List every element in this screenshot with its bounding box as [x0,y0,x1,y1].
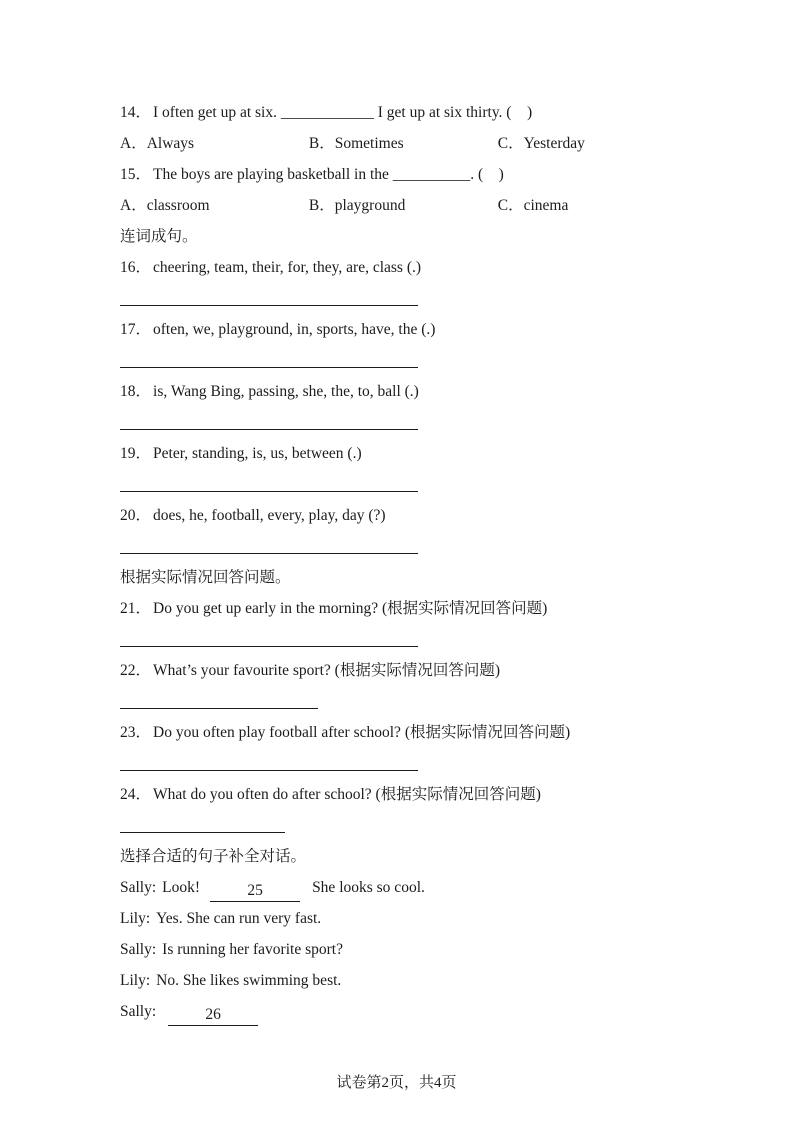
option-letter: C． [497,197,524,214]
dialogue-text: Is running her favorite sport? [162,941,343,958]
question-24 [120,779,680,810]
answer-line [120,646,418,647]
question-15-text: The boys are playing basketball in the __________. ( ) [153,166,504,183]
question-16-number: 16． [120,259,152,276]
question-18-answer-blank [120,407,680,438]
dialogue-line-lily-2 [120,965,680,996]
option-label: cinema [523,197,569,214]
option-label: playground [334,197,406,214]
exam-page-content [120,97,680,1027]
dialogue-text: Yes. She can run very fast. [156,910,322,927]
answer-line [120,367,418,368]
question-24-text: What do you often do after school? (根据实际情况回答问题) [153,786,541,803]
option-letter: B． [308,197,335,214]
section-header-dialogue: 选择合适的句子补全对话。 [120,848,307,865]
question-22 [120,655,680,686]
question-24-number: 24． [120,786,152,803]
question-16 [120,252,680,283]
option-letter: B． [308,135,335,152]
option-label: Always [146,135,195,152]
question-17-text: often, we, playground, in, sports, have, the (.) [153,321,436,338]
question-15-option-a [120,190,305,221]
option-label: classroom [146,197,210,214]
question-15-option-c [498,190,683,221]
question-14-number: 14． [120,104,152,121]
question-21-text: Do you get up early in the morning? (根据实际情况回答问题) [153,600,548,617]
question-22-answer-blank [120,686,680,717]
question-20-text: does, he, football, every, play, day (?) [153,507,386,524]
question-18-number: 18． [120,383,152,400]
question-17 [120,314,680,345]
option-label: Yesterday [523,135,585,152]
option-letter: A． [120,197,147,214]
question-19-text: Peter, standing, is, us, between (.) [153,445,362,462]
speaker-label: Lily: [120,910,151,927]
question-15-number: 15． [120,166,152,183]
question-14 [120,97,680,128]
dialogue-line-lily-1 [120,903,680,934]
question-14-options [120,128,680,159]
question-19 [120,438,680,469]
question-17-number: 17． [120,321,152,338]
question-21-answer-blank [120,624,680,655]
question-21-number: 21． [120,600,152,617]
answer-line [120,553,418,554]
option-label: Sometimes [334,135,404,152]
question-14-option-a [120,128,305,159]
question-16-text: cheering, team, their, for, they, are, class (.) [153,259,422,276]
question-24-answer-blank [120,810,680,841]
question-17-answer-blank [120,345,680,376]
dialogue-line-sally-3 [120,996,680,1027]
question-19-number: 19． [120,445,152,462]
answer-line [120,491,418,492]
question-23-text: Do you often play football after school? (根据实际情况回答问题) [153,724,571,741]
section-header-rearrange: 连词成句。 [120,228,198,245]
dialogue-blank-26: 26 [168,1003,258,1026]
question-15 [120,159,680,190]
option-letter: A． [120,135,147,152]
question-21 [120,593,680,624]
speaker-label: Sally: [120,879,157,896]
answer-line [120,429,418,430]
speaker-label: Sally: [120,1003,157,1020]
speaker-label: Lily: [120,972,151,989]
question-22-number: 22． [120,662,152,679]
question-20-number: 20． [120,507,152,524]
question-15-option-b [309,190,494,221]
page-footer: 试卷第2页，共4页 [336,1075,457,1091]
question-23-number: 23． [120,724,152,741]
question-14-text: I often get up at six. ____________ I get up at six thirty. ( ) [153,104,533,121]
dialogue-text: Look! [162,879,201,896]
question-23 [120,717,680,748]
question-16-answer-blank [120,283,680,314]
dialogue-text: No. She likes swimming best. [156,972,342,989]
answer-line [120,832,285,833]
dialogue-text: She looks so cool. [312,879,425,896]
answer-line [120,770,418,771]
question-20 [120,500,680,531]
question-19-answer-blank [120,469,680,500]
dialogue-line-sally-1 [120,872,680,903]
question-14-option-b [309,128,494,159]
question-15-options [120,190,680,221]
question-14-option-c [498,128,683,159]
speaker-label: Sally: [120,941,157,958]
dialogue-blank-25: 25 [210,879,300,902]
question-22-text: What’s your favourite sport? (根据实际情况回答问题) [153,662,500,679]
option-letter: C． [497,135,524,152]
question-18 [120,376,680,407]
question-20-answer-blank [120,531,680,562]
answer-line [120,305,418,306]
dialogue-line-sally-2 [120,934,680,965]
question-18-text: is, Wang Bing, passing, she, the, to, ball (.) [153,383,419,400]
section-header-free-answer: 根据实际情况回答问题。 [120,569,291,586]
question-23-answer-blank [120,748,680,779]
answer-line [120,708,318,709]
